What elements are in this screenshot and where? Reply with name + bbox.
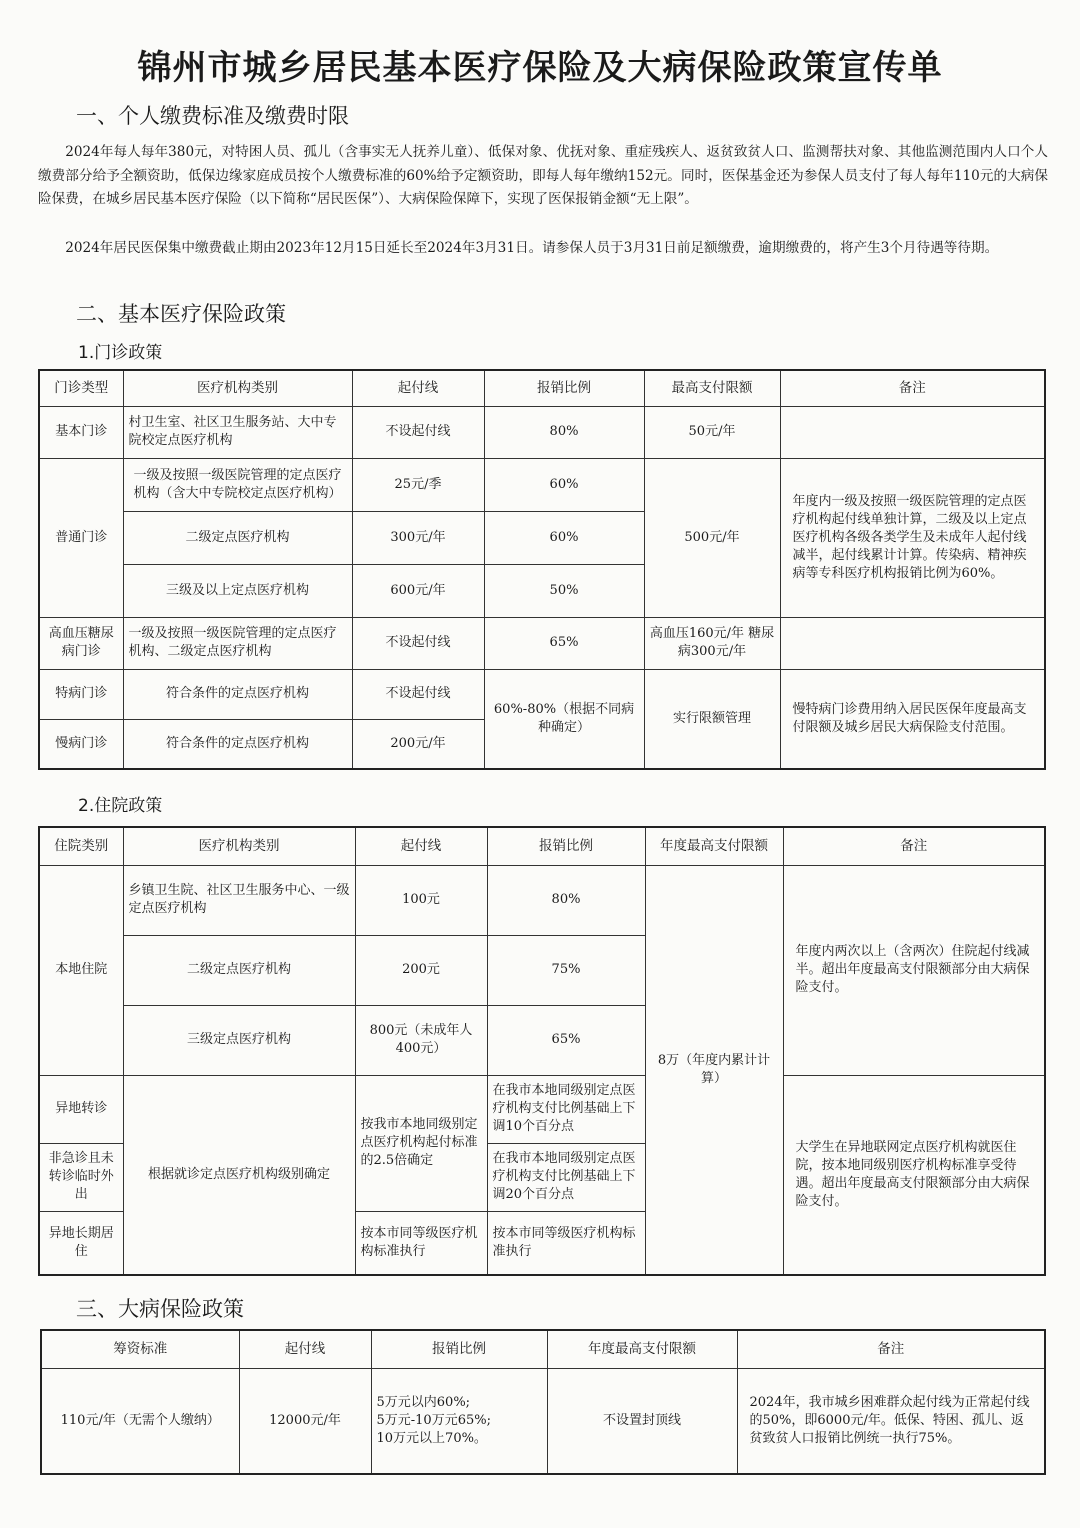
col-header-note: 备注 <box>780 370 1045 406</box>
critical-threshold: 12000元/年 <box>239 1368 371 1474</box>
hbp-outpatient-limit: 高血压160元/年 糖尿病300元/年 <box>644 617 780 669</box>
col-header-limit: 年度最高支付限额 <box>645 827 783 865</box>
col-header-institution: 医疗机构类别 <box>123 370 352 406</box>
col-header-ratio: 报销比例 <box>371 1330 547 1368</box>
col-header-funding: 筹资标准 <box>41 1330 239 1368</box>
table-row <box>39 617 1045 669</box>
transfer-type: 异地转诊 <box>39 1075 123 1143</box>
critical-ratio-tier-1: 5万元以内60%; <box>376 1394 471 1410</box>
critical-ratio <box>371 1368 547 1474</box>
special-chronic-ratio: 60%-80%（根据不同病种确定） <box>484 669 644 769</box>
special-outpatient-threshold: 不设起付线 <box>352 669 484 719</box>
chronic-outpatient-type: 慢病门诊 <box>39 719 123 769</box>
general-outpatient-ratio: 50% <box>484 564 644 617</box>
outpatient-table <box>38 369 1046 770</box>
hbp-outpatient-threshold: 不设起付线 <box>352 617 484 669</box>
col-header-note: 备注 <box>783 827 1045 865</box>
section1-heading: 一、个人缴费标准及缴费时限 <box>76 104 349 128</box>
general-outpatient-limit: 500元/年 <box>644 458 780 617</box>
local-inpatient-ratio: 65% <box>487 1005 645 1075</box>
critical-note: 2024年，我市城乡困难群众起付线为正常起付线的50%，即6000元/年。低保、特困、孤儿、返贫致贫人口报销比例统一执行75%。 <box>737 1368 1045 1474</box>
table-row <box>39 1075 1045 1143</box>
local-inpatient-ratio: 75% <box>487 935 645 1005</box>
local-inpatient-threshold: 200元 <box>355 935 487 1005</box>
table-header-row <box>39 370 1045 406</box>
hbp-outpatient-institution: 一级及按照一级医院管理的定点医疗机构、二级定点医疗机构 <box>123 617 352 669</box>
local-inpatient-type: 本地住院 <box>39 865 123 1075</box>
inpatient-table <box>38 826 1046 1276</box>
table-row <box>39 458 1045 511</box>
col-header-threshold: 起付线 <box>355 827 487 865</box>
inpatient-annual-limit: 8万（年度内累计计算） <box>645 865 783 1275</box>
general-outpatient-institution: 二级定点医疗机构 <box>123 511 352 564</box>
col-header-threshold: 起付线 <box>239 1330 371 1368</box>
remote-institution: 根据就诊定点医疗机构级别确定 <box>123 1075 355 1275</box>
section1-paragraph-2: 2024年居民医保集中缴费截止期由2023年12月15日延长至2024年3月31日。请参保人员于3月31日前足额缴费，逾期缴费的，将产生3个月待遇等待期。 <box>65 240 999 256</box>
special-chronic-note: 慢特病门诊费用纳入居民医保年度最高支付限额及城乡居民大病保险支付范围。 <box>780 669 1045 769</box>
col-header-note: 备注 <box>737 1330 1045 1368</box>
local-inpatient-threshold: 800元（未成年人400元） <box>355 1005 487 1075</box>
basic-outpatient-type: 基本门诊 <box>39 406 123 458</box>
hbp-outpatient-ratio: 65% <box>484 617 644 669</box>
longterm-ratio: 按本市同等级医疗机构标准执行 <box>487 1211 645 1275</box>
special-outpatient-type: 特病门诊 <box>39 669 123 719</box>
col-header-limit: 最高支付限额 <box>644 370 780 406</box>
general-outpatient-note: 年度内一级及按照一级医院管理的定点医疗机构起付线单独计算，二级及以上定点医疗机构各级各类学生及未成年人起付线减半，起付线累计计算。传染病、精神疾病等专科医疗机构报销比例为60%。 <box>780 458 1045 617</box>
col-header-threshold: 起付线 <box>352 370 484 406</box>
general-outpatient-institution: 一级及按照一级医院管理的定点医疗机构（含大中专院校定点医疗机构） <box>123 458 352 511</box>
transfer-ratio: 在我市本地同级别定点医疗机构支付比例基础上下调10个百分点 <box>487 1075 645 1143</box>
table-row <box>41 1368 1045 1474</box>
longterm-type: 异地长期居住 <box>39 1211 123 1275</box>
local-inpatient-institution: 二级定点医疗机构 <box>123 935 355 1005</box>
critical-limit: 不设置封顶线 <box>547 1368 737 1474</box>
critical-ratio-tier-3: 10万元以上70%。 <box>376 1430 487 1446</box>
table-row <box>39 406 1045 458</box>
table-row <box>39 669 1045 719</box>
col-header-type: 门诊类型 <box>39 370 123 406</box>
col-header-type: 住院类别 <box>39 827 123 865</box>
basic-outpatient-threshold: 不设起付线 <box>352 406 484 458</box>
general-outpatient-ratio: 60% <box>484 511 644 564</box>
hbp-outpatient-type: 高血压糖尿病门诊 <box>39 617 123 669</box>
section3-heading: 三、大病保险政策 <box>76 1297 244 1321</box>
outpatient-heading: 1.门诊政策 <box>78 343 163 363</box>
section2-heading: 二、基本医疗保险政策 <box>76 302 286 326</box>
local-inpatient-threshold: 100元 <box>355 865 487 935</box>
local-inpatient-ratio: 80% <box>487 865 645 935</box>
general-outpatient-threshold: 300元/年 <box>352 511 484 564</box>
general-outpatient-threshold: 25元/季 <box>352 458 484 511</box>
remote-note: 大学生在异地联网定点医疗机构就医住院，按本地同级别医疗机构标准享受待遇。超出年度最高支付限额部分由大病保险支付。 <box>783 1075 1045 1275</box>
table-header-row <box>39 827 1045 865</box>
special-outpatient-institution: 符合条件的定点医疗机构 <box>123 669 352 719</box>
local-inpatient-institution: 乡镇卫生院、社区卫生服务中心、一级定点医疗机构 <box>123 865 355 935</box>
remote-threshold: 按我市本地同级别定点医疗机构起付标准的2.5倍确定 <box>355 1075 487 1211</box>
col-header-ratio: 报销比例 <box>484 370 644 406</box>
local-inpatient-note: 年度内两次以上（含两次）住院起付线减半。超出年度最高支付限额部分由大病保险支付。 <box>783 865 1045 1075</box>
section1-paragraph-1: 2024年每人每年380元，对特困人员、孤儿（含事实无人抚养儿童）、低保对象、优抚对象、重症残疾人、返贫致贫人口、监测帮扶对象、其他监测范围内人口个人缴费部分给予全额资助，低保边缘家庭成员按个人缴费标准的60%给予定额资助，即每人每年缴纳152元。同时，医保基金还为参保人员支付了每人每年110元的大病保险保费，在城乡居民基本医疗保险（以下简称“居民医保”）、大病保险保障下，实现了医保报销金额“无上限”。 <box>38 144 1048 207</box>
emergency-type: 非急诊且未转诊临时外出 <box>39 1143 123 1211</box>
critical-illness-table <box>40 1329 1046 1475</box>
emergency-ratio: 在我市本地同级别定点医疗机构支付比例基础上下调20个百分点 <box>487 1143 645 1211</box>
general-outpatient-type: 普通门诊 <box>39 458 123 617</box>
critical-ratio-tier-2: 5万元-10万元65%; <box>376 1412 491 1428</box>
page-title: 锦州市城乡居民基本医疗保险及大病保险政策宣传单 <box>137 48 943 88</box>
basic-outpatient-limit: 50元/年 <box>644 406 780 458</box>
chronic-outpatient-institution: 符合条件的定点医疗机构 <box>123 719 352 769</box>
general-outpatient-institution: 三级及以上定点医疗机构 <box>123 564 352 617</box>
basic-outpatient-note <box>780 406 1045 458</box>
general-outpatient-ratio: 60% <box>484 458 644 511</box>
special-chronic-limit: 实行限额管理 <box>644 669 780 769</box>
table-row <box>39 865 1045 935</box>
chronic-outpatient-threshold: 200元/年 <box>352 719 484 769</box>
table-header-row <box>41 1330 1045 1368</box>
inpatient-heading: 2.住院政策 <box>78 796 163 816</box>
col-header-institution: 医疗机构类别 <box>123 827 355 865</box>
col-header-limit: 年度最高支付限额 <box>547 1330 737 1368</box>
basic-outpatient-ratio: 80% <box>484 406 644 458</box>
general-outpatient-threshold: 600元/年 <box>352 564 484 617</box>
local-inpatient-institution: 三级定点医疗机构 <box>123 1005 355 1075</box>
basic-outpatient-institution: 村卫生室、社区卫生服务站、大中专院校定点医疗机构 <box>123 406 352 458</box>
critical-funding: 110元/年（无需个人缴纳） <box>41 1368 239 1474</box>
longterm-threshold: 按本市同等级医疗机构标准执行 <box>355 1211 487 1275</box>
col-header-ratio: 报销比例 <box>487 827 645 865</box>
hbp-outpatient-note <box>780 617 1045 669</box>
